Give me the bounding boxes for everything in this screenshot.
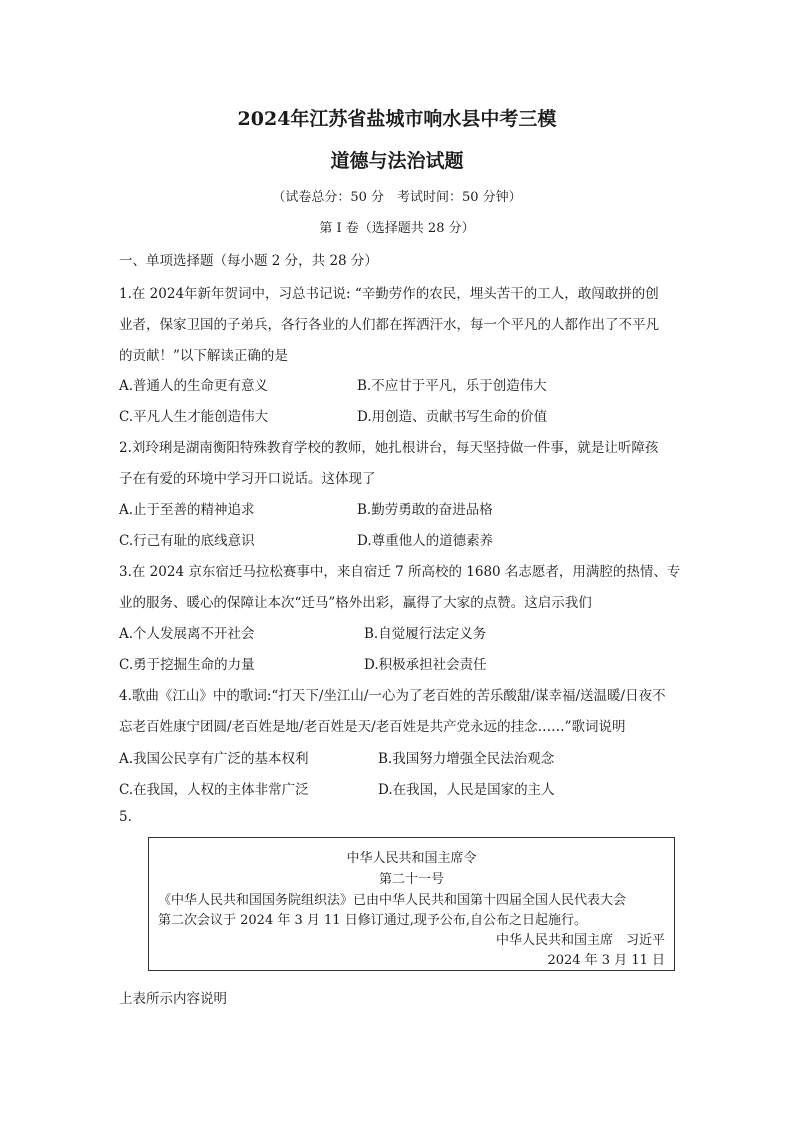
question-stem-line: 1.在 2024年新年贺词中，习总书记说: “辛勤劳作的农民，埋头苦干的工人，敢闯敢拼的创: [119, 286, 659, 302]
question-stem-line: 子在有爱的环境中学习开口说话。这体现了: [119, 471, 376, 487]
option-a[interactable]: A.个人发展离不开社会: [119, 626, 255, 642]
option-d[interactable]: D.用创造、贡献书写生命的价值: [357, 409, 548, 425]
exam-info: （试卷总分：50 分 考试时间：50 分钟）: [272, 190, 522, 205]
option-d[interactable]: D.尊重他人的道德素养: [357, 533, 494, 549]
exam-subtitle: 道德与法治试题: [330, 150, 464, 172]
question-stem-line: 业的服务、暖心的保障让本次“迁马”格外出彩，赢得了大家的点赞。这启示我们: [119, 595, 592, 611]
option-d[interactable]: D.积极承担社会责任: [364, 657, 487, 673]
order-date: 2024 年 3 月 11 日: [547, 953, 665, 968]
question-stem-line: 2.刘玲琍是湖南衡阳特殊教育学校的教师，她扎根讲台，每天坚持做一件事，就是让听障孩: [119, 440, 659, 456]
option-a[interactable]: A.我国公民享有广泛的基本权利: [119, 751, 309, 767]
option-c[interactable]: C.在我国，人权的主体非常广泛: [119, 782, 309, 798]
option-b[interactable]: B.我国努力增强全民法治观念: [378, 751, 555, 767]
question-stem-line: 3.在 2024 京东宿迁马拉松赛事中，来自宿迁 7 所高校的 1680 名志愿者，用满腔的热情、专: [119, 564, 681, 580]
option-b[interactable]: B.自觉履行法定义务: [364, 626, 487, 642]
order-signer: 中华人民共和国主席 习近平: [495, 933, 665, 948]
question-stem-line: 4.歌曲《江山》中的歌词:“打天下/坐江山/一心为了老百姓的苦乐酸甜/谋幸福/送温暖/日夜不: [119, 688, 666, 704]
option-c[interactable]: C.行己有耻的底线意识: [119, 533, 255, 549]
question-stem-line: 忘老百姓康宁团圆/老百姓是地/老百姓是天/老百姓是共产党永远的挂念……”歌词说明: [119, 719, 626, 735]
option-b[interactable]: B.不应甘于平凡，乐于创造伟大: [357, 378, 547, 394]
order-body-line: 第二次会议于 2024 年 3 月 11 日修订通过,现予公布,自公布之日起施行。: [158, 913, 587, 928]
volume-label: 第 I 卷（选择题共 28 分）: [319, 221, 475, 236]
option-d[interactable]: D.在我国，人民是国家的主人: [378, 782, 555, 798]
presidential-order-box: [148, 837, 675, 971]
order-title: 中华人民共和国主席令: [346, 851, 477, 866]
option-c[interactable]: C.勇于挖掘生命的力量: [119, 657, 255, 673]
question-number: 5.: [119, 809, 132, 825]
order-body-line: 《中华人民共和国国务院组织法》已由中华人民共和国第十四届全国人民代表大会: [158, 893, 627, 908]
question-stem-line: 的贡献！”以下解读正确的是: [119, 348, 288, 364]
option-a[interactable]: A.普通人的生命更有意义: [119, 378, 269, 394]
exam-title: 2024年江苏省盐城市响水县中考三模: [237, 108, 557, 130]
question-stem-line: 业者，保家卫国的子弟兵，各行各业的人们都在挥洒汗水，每一个平凡的人都作出了不平凡: [119, 317, 659, 333]
order-number: 第二十一号: [378, 872, 444, 887]
section-heading: 一、单项选择题（每小题 2 分，共 28 分）: [119, 253, 378, 269]
option-a[interactable]: A.止于至善的精神追求: [119, 502, 255, 518]
option-b[interactable]: B.勤劳勇敢的奋进品格: [357, 502, 493, 518]
question-stem-line: 上表所示内容说明: [119, 991, 227, 1007]
option-c[interactable]: C.平凡人生才能创造伟大: [119, 409, 269, 425]
